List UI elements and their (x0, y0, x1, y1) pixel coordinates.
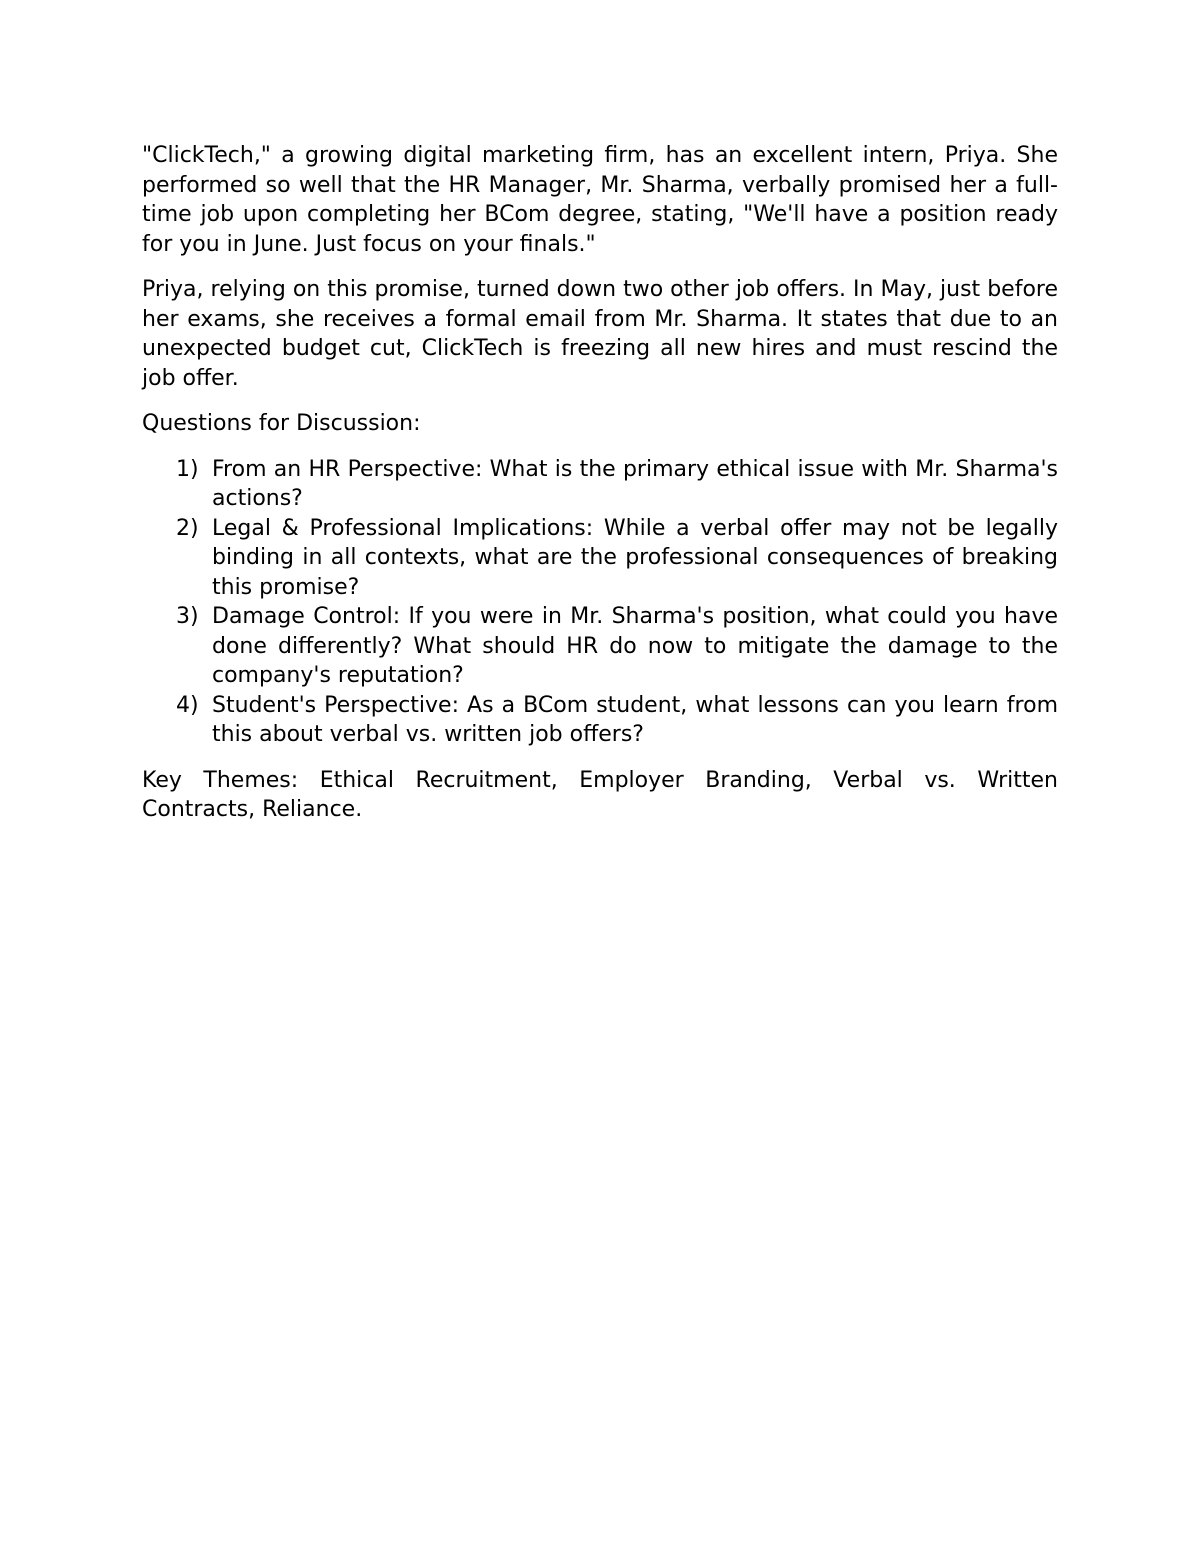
key-themes-paragraph: Key Themes: Ethical Recruitment, Employer Branding, Verbal vs. Written Contracts, Reliance. (142, 767, 1058, 822)
intro-paragraph: "ClickTech," a growing digital marketing firm, has an excellent intern, Priya. She performed so well that the HR Manager, Mr. Sharma, verbally promised her a full-time job upon completing her BCom degree, stating, "We'll have a position ready for you in June. Just focus on your finals." (142, 143, 1058, 257)
questions-heading: Questions for Discussion: (142, 411, 421, 436)
question-text: Student's Perspective: As a BCom student, what lessons can you learn from this about verbal vs. written job offers? (212, 692, 1058, 747)
question-number: 2) (176, 515, 199, 541)
question-text: From an HR Perspective: What is the primary ethical issue with Mr. Sharma's actions? (212, 456, 1058, 511)
document-body (142, 141, 1058, 841)
questions-list (142, 455, 1058, 750)
question-item (142, 691, 1058, 750)
question-text: Legal & Professional Implications: While a verbal offer may not be legally binding in all contexts, what are the professional consequences of breaking this promise? (212, 515, 1058, 600)
situation-paragraph: Priya, relying on this promise, turned down two other job offers. In May, just before her exams, she receives a formal email from Mr. Sharma. It states that due to an unexpected budget cut, ClickTech is freezing all new hires and must rescind the job offer. (142, 277, 1058, 391)
question-item (142, 455, 1058, 514)
question-number: 4) (176, 692, 199, 718)
question-text: Damage Control: If you were in Mr. Sharma's position, what could you have done differently? What should HR do now to mitigate the damage to the company's reputation? (212, 604, 1058, 688)
question-number: 3) (176, 604, 199, 629)
question-item (142, 514, 1058, 603)
question-number: 1) (176, 456, 199, 482)
question-item (142, 602, 1058, 691)
